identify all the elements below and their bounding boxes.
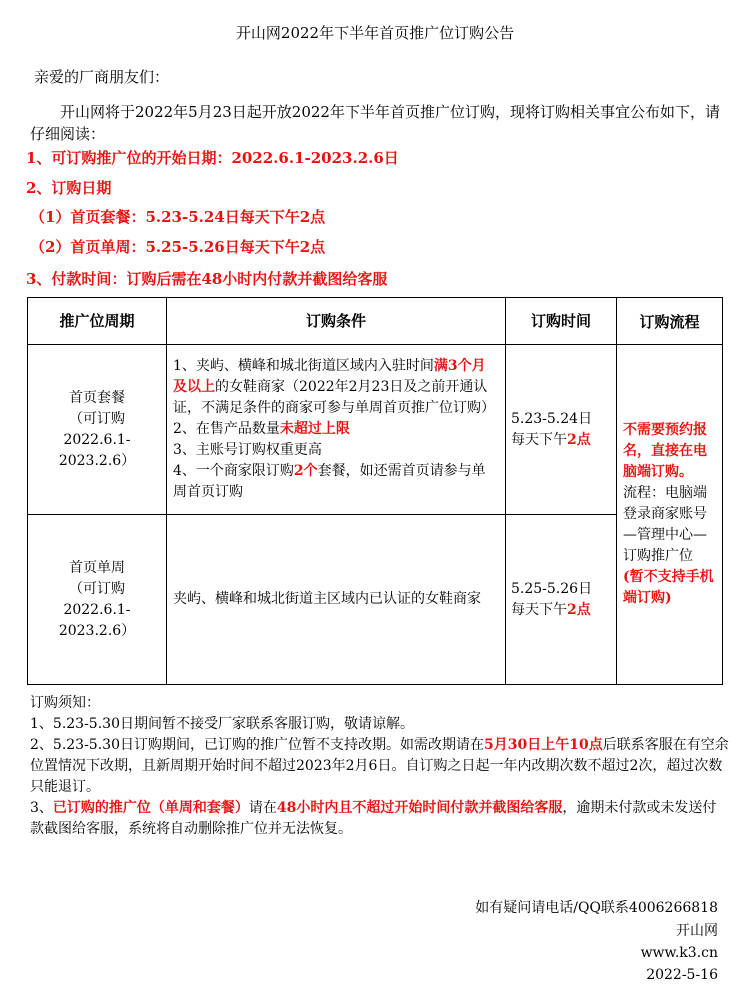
header-period: 推广位周期	[28, 298, 167, 345]
period-line: （可订购	[69, 410, 125, 427]
period-line: 2022.6.1-	[63, 431, 131, 448]
process-cell	[617, 345, 723, 685]
footer-date: 2022-5-16	[646, 967, 718, 983]
section-2b-weekly: （2）首页单周：5.25-5.26日每天下午2点	[30, 238, 326, 256]
condition-4: 4、一个商家限订购2个套餐，如还需首页请参与单周首页订购	[173, 463, 486, 500]
period-weekly	[28, 515, 167, 685]
condition-3: 3、主账号订购权重更高	[173, 442, 322, 458]
period-line: 2023.2.6）	[58, 622, 136, 639]
process-no-booking: 不需要预约报名，直接在电脑端订购。	[623, 422, 707, 480]
greeting: 亲爱的厂商朋友们：	[34, 68, 170, 86]
section-1-start-date: 1、可订购推广位的开始日期：2022.6.1-2023.2.6日	[26, 149, 399, 167]
footer-company: 开山网	[676, 923, 718, 939]
condition-weekly: 夹屿、横峰和城北街道主区域内已认证的女鞋商家	[167, 515, 506, 685]
footer-contact: 如有疑问请电话/QQ联系4006266818	[475, 900, 718, 916]
period-line: 首页套餐	[69, 389, 125, 406]
notes-heading: 订购须知：	[30, 695, 100, 711]
time-package: 5.23-5.24日 每天下午2点	[506, 345, 617, 515]
note-3: 3、已订购的推广位（单周和套餐）请在48小时内且不超过开始时间付款并截图给客服，逾期未付款或未发送付款截图给客服，系统将自动删除推广位并无法恢复。	[30, 800, 717, 837]
promotion-table	[27, 297, 723, 685]
section-3-payment: 3、付款时间：订购后需在48小时内付款并截图给客服	[26, 270, 388, 288]
intro-paragraph: 开山网将于2022年5月23日起开放2022年下半年首页推广位订购，现将订购相关事宜公布如下，请仔细阅读：	[30, 103, 720, 143]
order-notes	[30, 693, 730, 840]
header-time: 订购时间	[506, 298, 617, 345]
time-weekly: 5.25-5.26日 每天下午2点	[506, 515, 617, 685]
condition-package	[167, 345, 506, 515]
page-title: 开山网2022年下半年首页推广位订购公告	[235, 24, 515, 42]
period-package	[28, 345, 167, 515]
period-line: 2022.6.1-	[63, 601, 131, 618]
header-condition: 订购条件	[167, 298, 506, 345]
condition-2: 2、在售产品数量未超过上限	[173, 421, 350, 437]
note-2: 2、5.23-5.30日订购期间，已订购的推广位暂不支持改期。如需改期请在5月30日上午10点后联系客服在有空余位置情况下改期，且新周期开始时间不超过2023年2月6日。自订购之日起一年内改期次数不超过2次，超过次数只能退订。	[30, 737, 729, 795]
period-line: （可订购	[69, 580, 125, 597]
section-2-order-date: 2、订购日期	[26, 179, 112, 197]
header-process: 订购流程	[617, 298, 723, 345]
section-2a-package: （1）首页套餐：5.23-5.24日每天下午2点	[30, 208, 326, 226]
table-header-row	[28, 298, 723, 345]
process-no-mobile: (暂不支持手机端订购)	[623, 569, 714, 606]
condition-1: 1、夹屿、横峰和城北街道区域内入驻时间满3个月及以上的女鞋商家（2022年2月23日及之前开通认证，不满足条件的商家可参与单周首页推广位订购）	[173, 358, 495, 416]
footer-site: www.k3.cn	[640, 945, 718, 961]
note-1: 1、5.23-5.30日期间暂不接受厂家联系客服订购，敬请谅解。	[30, 716, 414, 732]
table-row-package	[28, 345, 723, 515]
process-steps: 流程：电脑端登录商家账号—管理中心—订购推广位	[623, 485, 707, 564]
period-line: 首页单周	[69, 559, 125, 576]
period-line: 2023.2.6）	[58, 452, 136, 469]
